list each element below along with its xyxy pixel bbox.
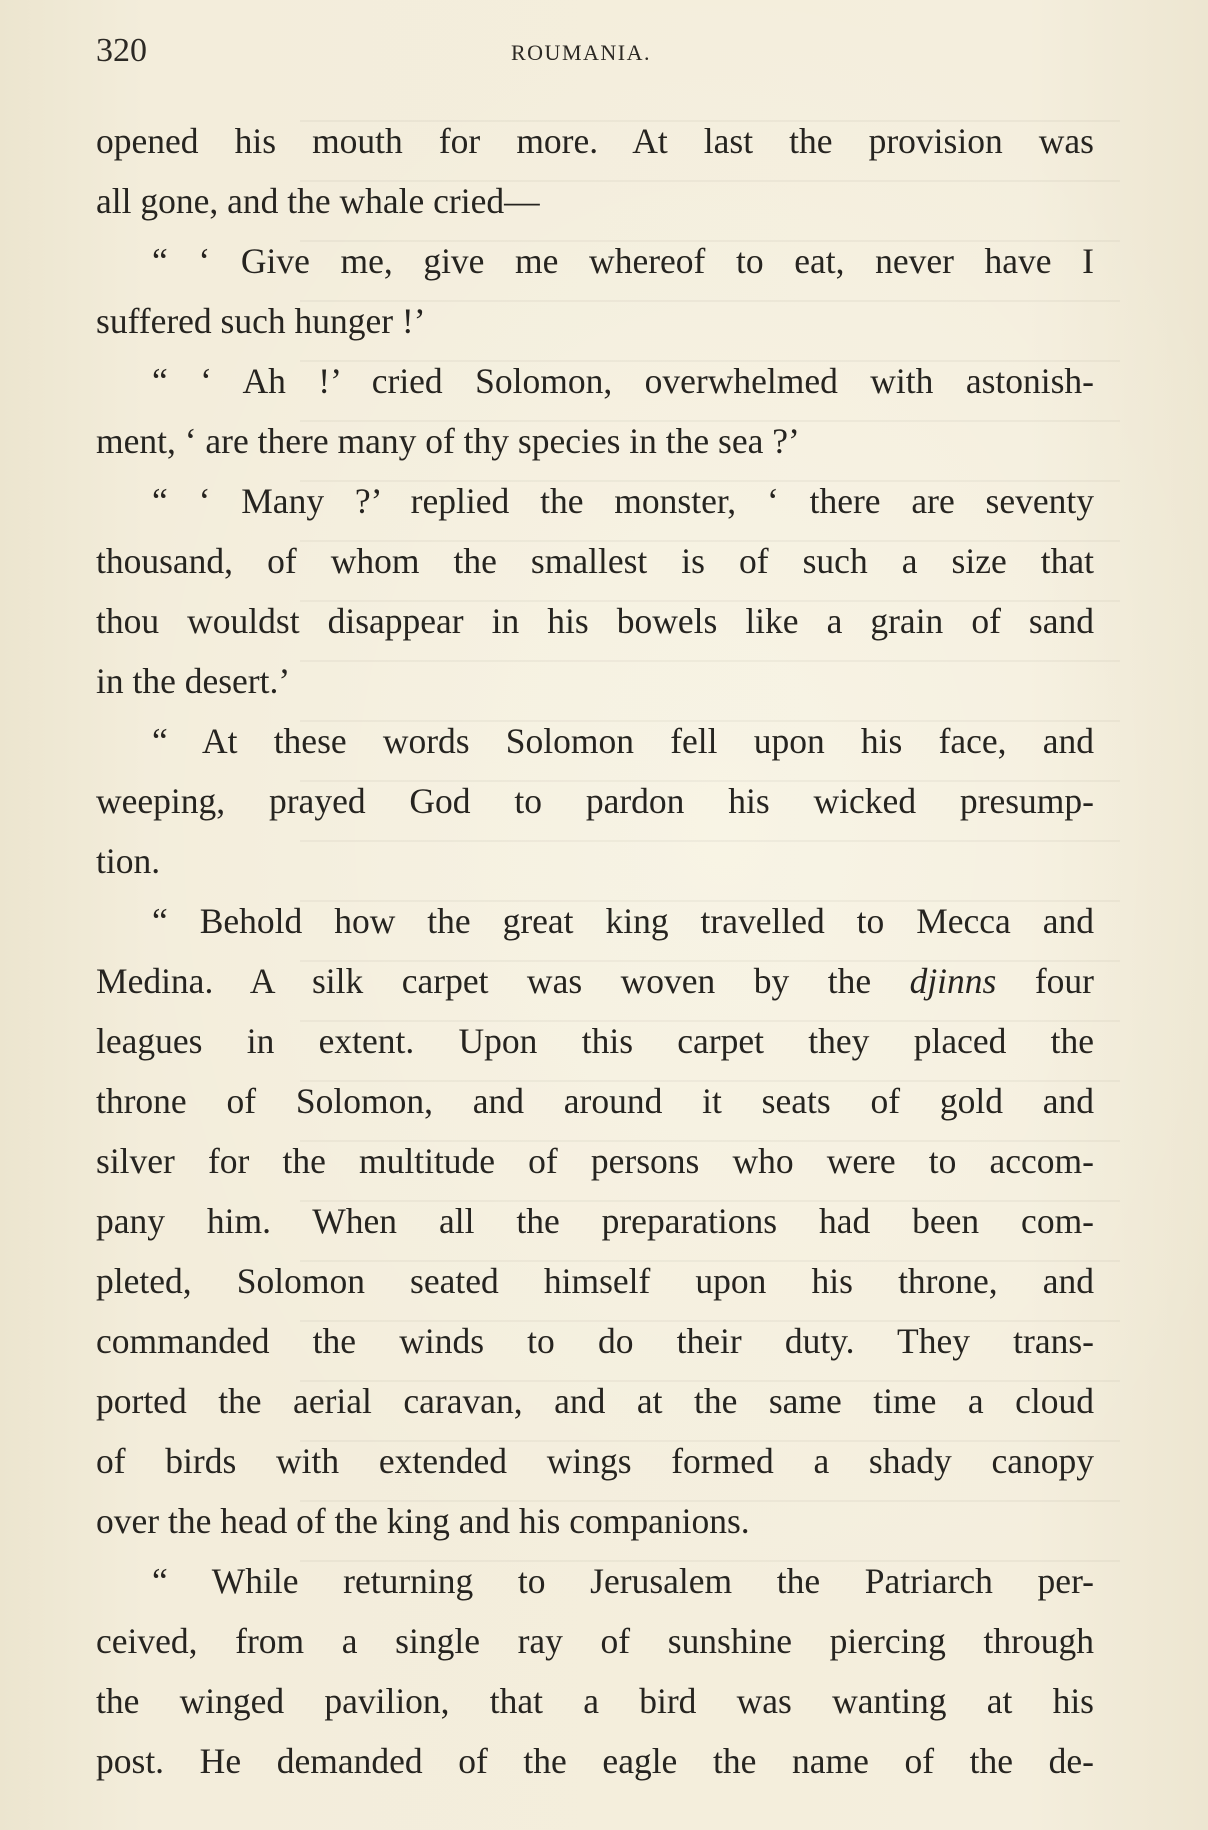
text-segment: four <box>996 961 1094 1001</box>
text-line: “ At these words Solomon fell upon his face, and <box>152 721 1094 761</box>
text-line-with-italic <box>96 951 1094 1011</box>
body-text <box>96 111 1094 1791</box>
text-line: “ ‘ Ah !’ cried Solomon, overwhelmed with astonish- <box>152 361 1094 401</box>
text-line: “ While returning to Jerusalem the Patriarch per- <box>152 1561 1094 1601</box>
text-line: weeping, prayed God to pardon his wicked presump- <box>96 781 1094 821</box>
text-line: pleted, Solomon seated himself upon his throne, and <box>96 1261 1094 1301</box>
text-line: suffered such hunger !’ <box>96 301 426 341</box>
text-line: “ Behold how the great king travelled to Mecca and <box>152 901 1094 941</box>
text-line: thousand, of whom the smallest is of such a size that <box>96 541 1094 581</box>
text-segment: Medina. A silk carpet was woven by the <box>96 961 910 1001</box>
text-line: commanded the winds to do their duty. They trans- <box>96 1321 1094 1361</box>
text-line: leagues in extent. Upon this carpet they placed the <box>96 1021 1094 1061</box>
text-line: ceived, from a single ray of sunshine piercing through <box>96 1621 1094 1661</box>
running-head: ROUMANIA. <box>511 40 651 65</box>
text-line: tion. <box>96 841 161 881</box>
italic-word-djinns: djinns <box>909 961 997 1001</box>
text-line: ported the aerial caravan, and at the same time a cloud <box>96 1381 1094 1421</box>
text-line: pany him. When all the preparations had been com- <box>96 1201 1094 1241</box>
page-header <box>96 24 1096 74</box>
text-line: post. He demanded of the eagle the name of the de- <box>96 1741 1094 1781</box>
text-line: silver for the multitude of persons who were to accom- <box>96 1141 1094 1181</box>
text-line: thou wouldst disappear in his bowels like a grain of sand <box>96 601 1094 641</box>
text-line: of birds with extended wings formed a shady canopy <box>96 1441 1094 1481</box>
page-number: 320 <box>96 32 147 69</box>
text-line: opened his mouth for more. At last the provision was <box>96 121 1094 161</box>
text-line: ment, ‘ are there many of thy species in the sea ?’ <box>96 421 800 461</box>
text-line: all gone, and the whale cried— <box>96 181 540 221</box>
text-line: throne of Solomon, and around it seats of gold and <box>96 1081 1094 1121</box>
text-line: “ ‘ Give me, give me whereof to eat, never have I <box>152 241 1094 281</box>
text-line: in the desert.’ <box>96 661 291 701</box>
text-line: “ ‘ Many ?’ replied the monster, ‘ there are seventy <box>152 481 1094 521</box>
text-line: over the head of the king and his companions. <box>96 1501 750 1541</box>
text-line: the winged pavilion, that a bird was wanting at his <box>96 1681 1094 1721</box>
